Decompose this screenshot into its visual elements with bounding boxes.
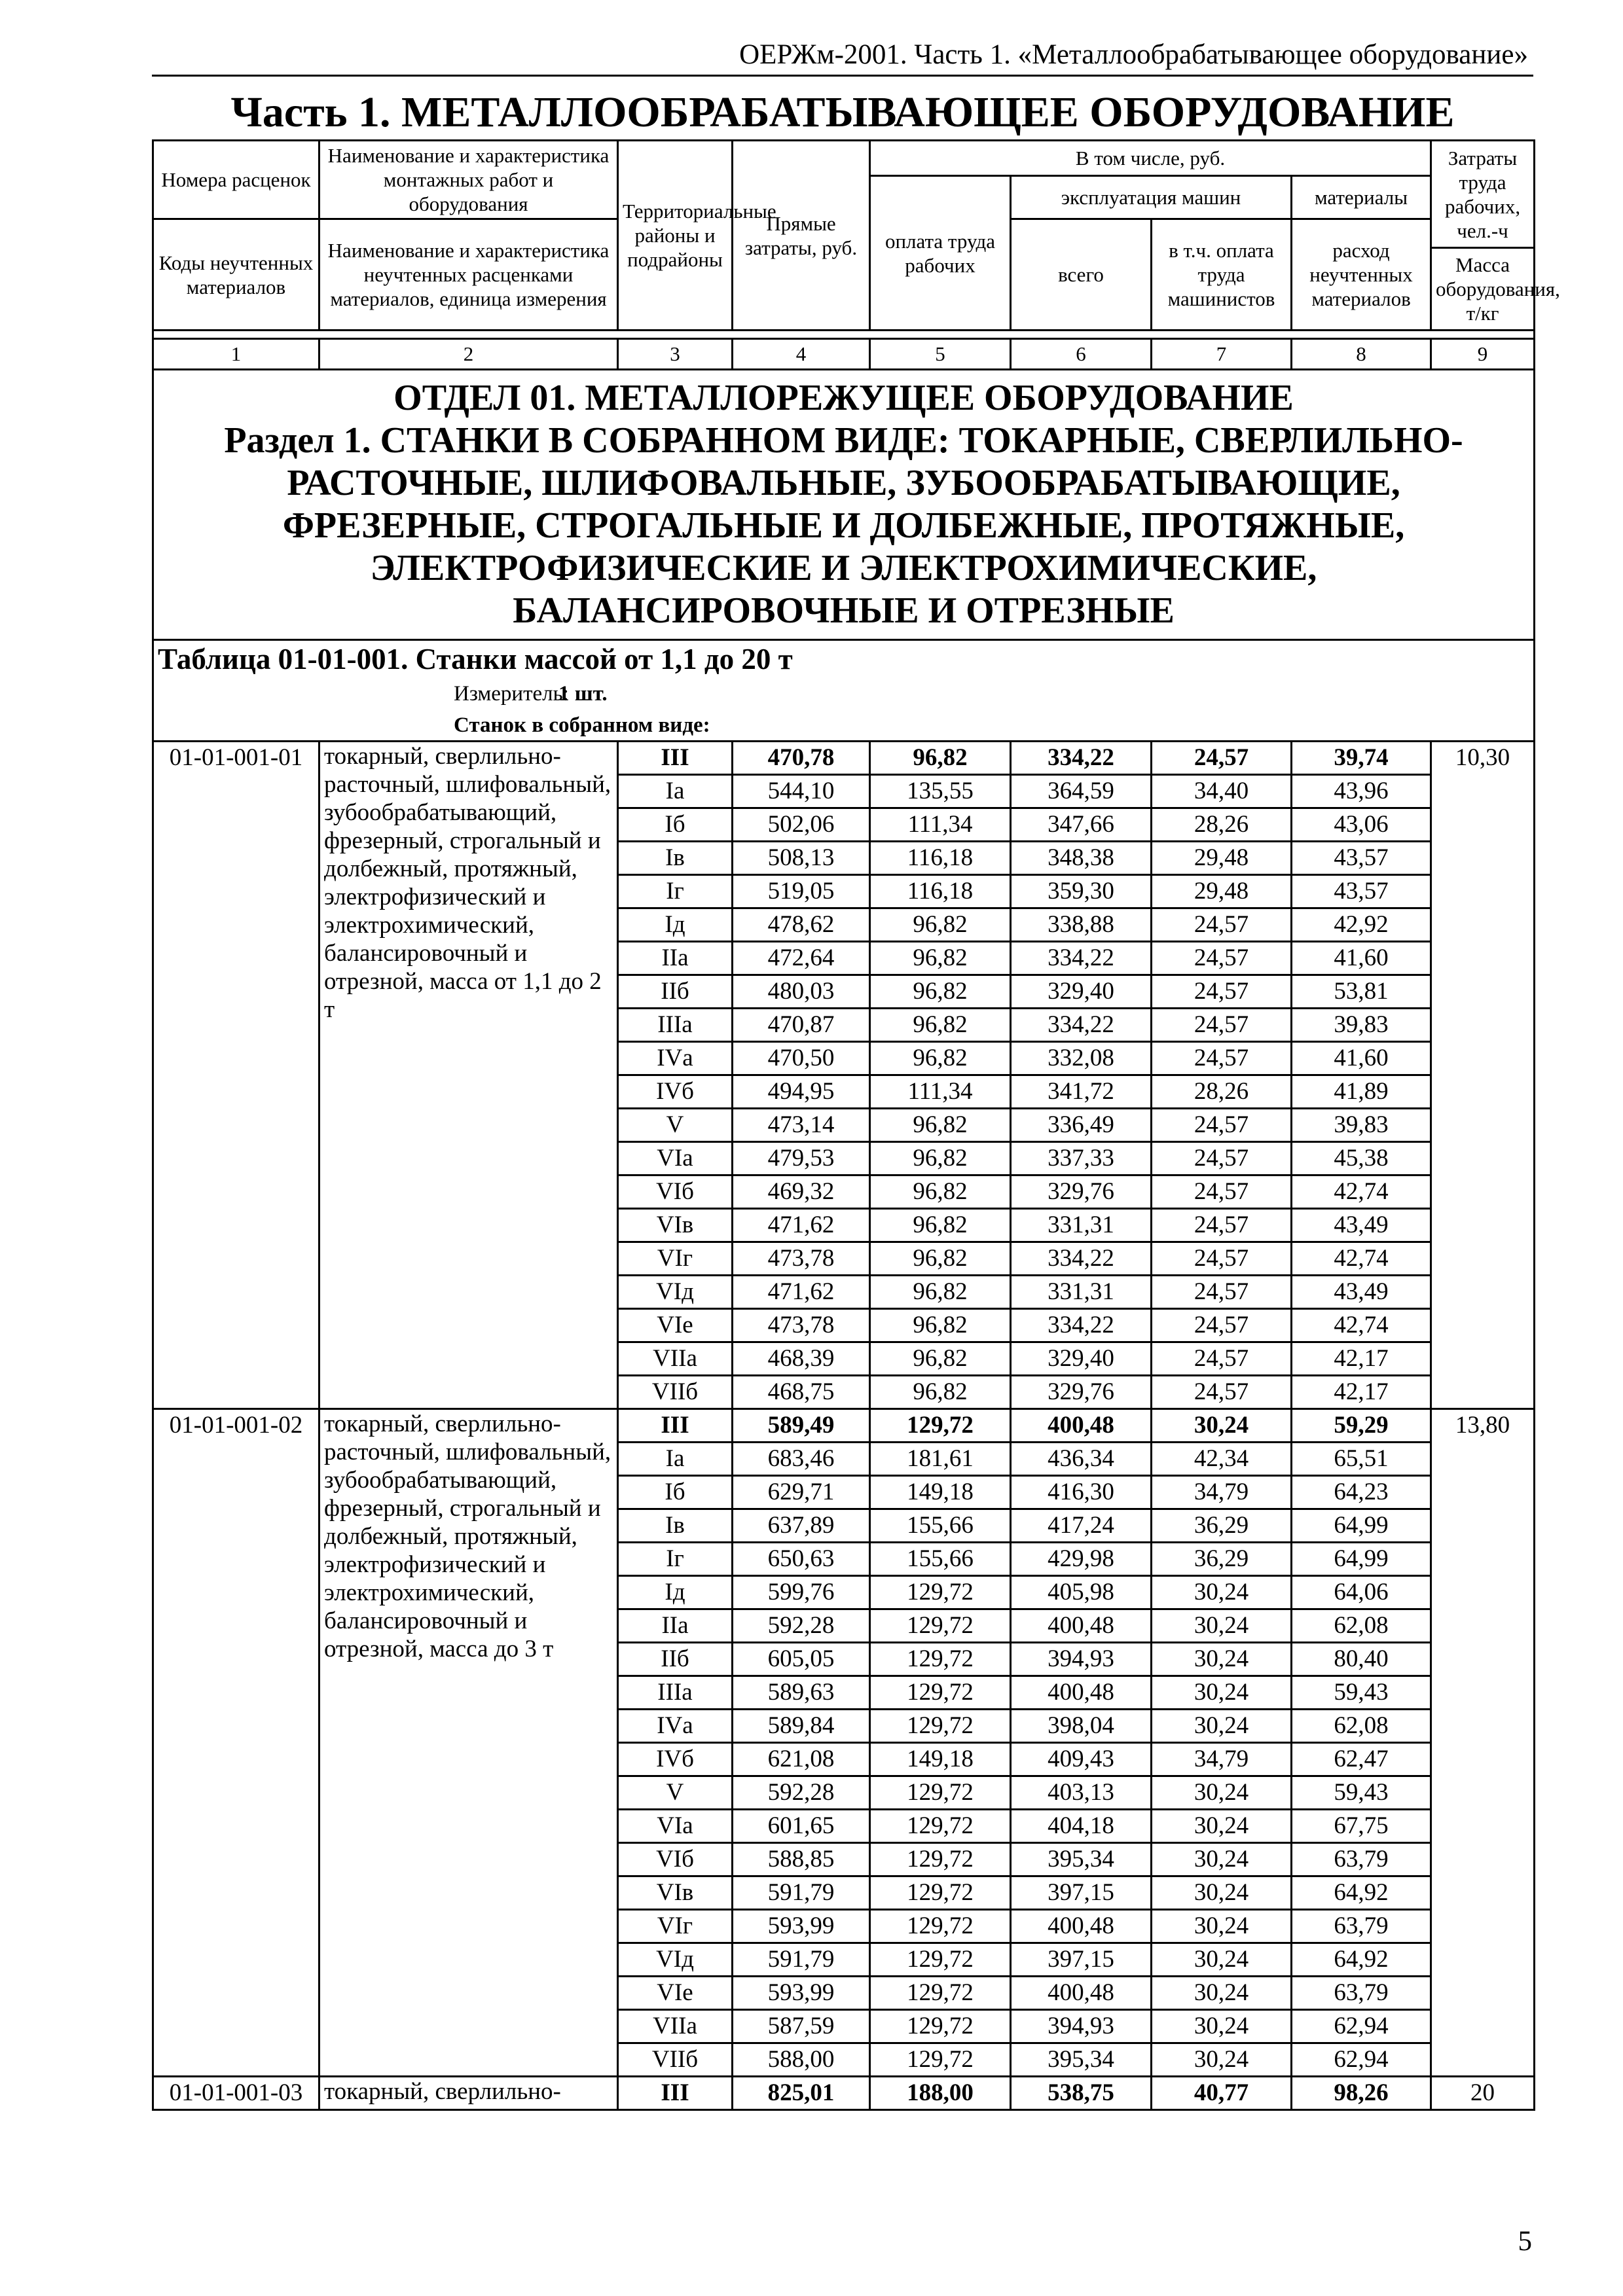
- hdr-v-tom-chisle: В том числе, руб.: [870, 141, 1431, 176]
- hdr-vtch: в т.ч. оплата труда машинистов: [1152, 219, 1292, 331]
- direct-cost-cell: 601,65: [733, 1810, 870, 1843]
- rate-description: токарный, сверлильно-расточный, шлифовальный, зубообрабатывающий, фрезерный, строгальный и долбежный, протяжный, электрофизический и электрохимический, балансировочный и отрезной, масса до 3 т: [319, 1409, 618, 2077]
- machinist-pay-cell: 24,57: [1152, 1309, 1292, 1342]
- labor-pay-cell: 129,72: [870, 1943, 1011, 1977]
- territory-cell: IIIа: [618, 1009, 733, 1042]
- rate-description: токарный, сверлильно-расточный, шлифовальный, зубообрабатывающий, фрезерный, строгальный и долбежный, протяжный, электрофизический и электрохимический, балансировочный и отрезной, масса от 1,1 до 2 т: [319, 742, 618, 1409]
- machine-total-cell: 404,18: [1011, 1810, 1152, 1843]
- territory-cell: III: [618, 2077, 733, 2110]
- labor-pay-cell: 129,72: [870, 1843, 1011, 1876]
- razdel-title: Раздел 1. СТАНКИ В СОБРАННОМ ВИДЕ: ТОКАРНЫЕ, СВЕРЛИЛЬНО-РАСТОЧНЫЕ, ШЛИФОВАЛЬНЫЕ, ЗУБООБРАБАТЫВАЮЩИЕ, ФРЕЗЕРНЫЕ, СТРОГАЛЬНЫЕ И ДОЛБЕЖНЫЕ, ПРОТЯЖНЫЕ, ЭЛЕКТРОФИЗИЧЕСКИЕ И ЭЛЕКТРОХИМИЧЕСКИЕ, БАЛАНСИРОВОЧНЫЕ И ОТРЕЗНЫЕ: [224, 420, 1463, 631]
- machine-total-cell: 348,38: [1011, 842, 1152, 875]
- section-heading: [153, 370, 1535, 640]
- territory-cell: VIе: [618, 1977, 733, 2010]
- territory-cell: IIа: [618, 1609, 733, 1643]
- machinist-pay-cell: 24,57: [1152, 908, 1292, 942]
- hdr-naim-bottom: Наименование и характеристика неучтенных расценками материалов, единица измерения: [319, 219, 618, 331]
- direct-cost-cell: 683,46: [733, 1443, 870, 1476]
- labor-pay-cell: 129,72: [870, 1710, 1011, 1743]
- materials-cell: 42,74: [1292, 1242, 1431, 1276]
- territory-cell: VIг: [618, 1910, 733, 1943]
- labor-pay-cell: 129,72: [870, 1409, 1011, 1443]
- territory-cell: Iг: [618, 875, 733, 908]
- machine-total-cell: 337,33: [1011, 1142, 1152, 1175]
- machine-total-cell: 400,48: [1011, 1609, 1152, 1643]
- territory-cell: IIб: [618, 975, 733, 1009]
- labor-pay-cell: 96,82: [870, 1109, 1011, 1142]
- territory-cell: VIв: [618, 1876, 733, 1910]
- territory-cell: Iб: [618, 808, 733, 842]
- machinist-pay-cell: 28,26: [1152, 808, 1292, 842]
- hdr-materialy: материалы: [1292, 176, 1431, 219]
- machine-total-cell: 334,22: [1011, 1309, 1152, 1342]
- col-number: 3: [618, 339, 733, 370]
- machine-total-cell: 436,34: [1011, 1443, 1152, 1476]
- direct-cost-cell: 473,78: [733, 1242, 870, 1276]
- hdr-nomera: Номера расценок: [153, 141, 319, 219]
- hdr-territ: Территориальные районы и подрайоны: [618, 141, 733, 331]
- territory-cell: III: [618, 1409, 733, 1443]
- labor-pay-cell: 96,82: [870, 742, 1011, 775]
- machine-total-cell: 395,34: [1011, 2043, 1152, 2077]
- rate-description: токарный, сверлильно-: [319, 2077, 618, 2110]
- table-row: [153, 742, 1535, 775]
- col-number: 7: [1152, 339, 1292, 370]
- machinist-pay-cell: 24,57: [1152, 1142, 1292, 1175]
- machine-total-cell: 334,22: [1011, 942, 1152, 975]
- hdr-pryamye: Прямые затраты, руб.: [733, 141, 870, 331]
- machine-total-cell: 417,24: [1011, 1509, 1152, 1543]
- machine-total-cell: 538,75: [1011, 2077, 1152, 2110]
- col-number: 2: [319, 339, 618, 370]
- izmeritel-row: [153, 677, 1535, 710]
- materials-cell: 59,43: [1292, 1776, 1431, 1810]
- machine-total-cell: 394,93: [1011, 2010, 1152, 2043]
- materials-cell: 62,08: [1292, 1609, 1431, 1643]
- territory-cell: Iд: [618, 1576, 733, 1609]
- direct-cost-cell: 589,49: [733, 1409, 870, 1443]
- materials-cell: 59,43: [1292, 1676, 1431, 1710]
- territory-cell: Iг: [618, 1543, 733, 1576]
- machine-total-cell: 334,22: [1011, 1009, 1152, 1042]
- territory-cell: Iв: [618, 842, 733, 875]
- territory-cell: VIг: [618, 1242, 733, 1276]
- labor-pay-cell: 96,82: [870, 942, 1011, 975]
- territory-cell: Iв: [618, 1509, 733, 1543]
- col-number: 9: [1431, 339, 1535, 370]
- direct-cost-cell: 508,13: [733, 842, 870, 875]
- machinist-pay-cell: 36,29: [1152, 1543, 1292, 1576]
- territory-cell: Iа: [618, 775, 733, 808]
- direct-cost-cell: 621,08: [733, 1743, 870, 1776]
- materials-cell: 43,57: [1292, 842, 1431, 875]
- territory-cell: VIIа: [618, 2010, 733, 2043]
- machine-total-cell: 364,59: [1011, 775, 1152, 808]
- machinist-pay-cell: 24,57: [1152, 1175, 1292, 1209]
- stanok-row: [153, 710, 1535, 742]
- materials-cell: 45,38: [1292, 1142, 1431, 1175]
- labor-pay-cell: 129,72: [870, 1643, 1011, 1676]
- labor-hours-cell: 10,30: [1431, 742, 1535, 1409]
- labor-pay-cell: 155,66: [870, 1509, 1011, 1543]
- machinist-pay-cell: 34,79: [1152, 1743, 1292, 1776]
- direct-cost-cell: 588,85: [733, 1843, 870, 1876]
- header-gap: [153, 331, 1535, 339]
- territory-cell: VIа: [618, 1142, 733, 1175]
- machinist-pay-cell: 24,57: [1152, 942, 1292, 975]
- materials-cell: 43,57: [1292, 875, 1431, 908]
- direct-cost-cell: 468,75: [733, 1376, 870, 1409]
- direct-cost-cell: 480,03: [733, 975, 870, 1009]
- materials-cell: 39,74: [1292, 742, 1431, 775]
- direct-cost-cell: 637,89: [733, 1509, 870, 1543]
- page-number: 5: [1518, 2226, 1532, 2257]
- hdr-rashod: расход неучтенных материалов: [1292, 219, 1431, 331]
- territory-cell: V: [618, 1109, 733, 1142]
- materials-cell: 80,40: [1292, 1643, 1431, 1676]
- otdel-title: ОТДЕЛ 01. МЕТАЛЛОРЕЖУЩЕЕ ОБОРУДОВАНИЕ: [393, 378, 1294, 418]
- machinist-pay-cell: 24,57: [1152, 742, 1292, 775]
- labor-pay-cell: 129,72: [870, 2010, 1011, 2043]
- machinist-pay-cell: 24,57: [1152, 1276, 1292, 1309]
- machine-total-cell: 329,40: [1011, 975, 1152, 1009]
- machinist-pay-cell: 30,24: [1152, 1643, 1292, 1676]
- machinist-pay-cell: 24,57: [1152, 1109, 1292, 1142]
- labor-pay-cell: 96,82: [870, 1342, 1011, 1376]
- labor-pay-cell: 149,18: [870, 1476, 1011, 1509]
- materials-cell: 64,99: [1292, 1543, 1431, 1576]
- direct-cost-cell: 587,59: [733, 2010, 870, 2043]
- machine-total-cell: 397,15: [1011, 1943, 1152, 1977]
- labor-hours-cell: 13,80: [1431, 1409, 1535, 2077]
- machine-total-cell: 334,22: [1011, 742, 1152, 775]
- territory-cell: VIв: [618, 1209, 733, 1242]
- hdr-zatraty: Затраты труда рабочих, чел.-ч: [1431, 141, 1535, 248]
- hdr-kody: Коды неучтенных материалов: [153, 219, 319, 331]
- machine-total-cell: 400,48: [1011, 1910, 1152, 1943]
- direct-cost-cell: 591,79: [733, 1876, 870, 1910]
- izmeritel-label: Измеритель:: [454, 681, 569, 706]
- machinist-pay-cell: 29,48: [1152, 875, 1292, 908]
- machine-total-cell: 338,88: [1011, 908, 1152, 942]
- direct-cost-cell: 468,39: [733, 1342, 870, 1376]
- machinist-pay-cell: 28,26: [1152, 1075, 1292, 1109]
- materials-cell: 39,83: [1292, 1109, 1431, 1142]
- materials-cell: 41,60: [1292, 942, 1431, 975]
- direct-cost-cell: 502,06: [733, 808, 870, 842]
- machine-total-cell: 400,48: [1011, 1676, 1152, 1710]
- direct-cost-cell: 470,78: [733, 742, 870, 775]
- machinist-pay-cell: 24,57: [1152, 1242, 1292, 1276]
- running-header: ОЕРЖм-2001. Часть 1. «Металлообрабатывающее оборудование»: [739, 39, 1528, 70]
- direct-cost-cell: 470,50: [733, 1042, 870, 1075]
- machinist-pay-cell: 34,79: [1152, 1476, 1292, 1509]
- materials-cell: 41,89: [1292, 1075, 1431, 1109]
- materials-cell: 64,92: [1292, 1943, 1431, 1977]
- machinist-pay-cell: 30,24: [1152, 1876, 1292, 1910]
- labor-pay-cell: 135,55: [870, 775, 1011, 808]
- machinist-pay-cell: 30,24: [1152, 1843, 1292, 1876]
- labor-pay-cell: 96,82: [870, 1242, 1011, 1276]
- machine-total-cell: 359,30: [1011, 875, 1152, 908]
- machine-total-cell: 400,48: [1011, 1977, 1152, 2010]
- materials-cell: 63,79: [1292, 1910, 1431, 1943]
- materials-cell: 42,74: [1292, 1175, 1431, 1209]
- hdr-vsego: всего: [1011, 219, 1152, 331]
- machine-total-cell: 332,08: [1011, 1042, 1152, 1075]
- machinist-pay-cell: 24,57: [1152, 1042, 1292, 1075]
- machine-total-cell: 331,31: [1011, 1276, 1152, 1309]
- materials-cell: 64,06: [1292, 1576, 1431, 1609]
- machinist-pay-cell: 42,34: [1152, 1443, 1292, 1476]
- labor-pay-cell: 129,72: [870, 1609, 1011, 1643]
- machinist-pay-cell: 24,57: [1152, 1376, 1292, 1409]
- materials-cell: 64,92: [1292, 1876, 1431, 1910]
- machinist-pay-cell: 30,24: [1152, 1676, 1292, 1710]
- direct-cost-cell: 471,62: [733, 1209, 870, 1242]
- part-title: Часть 1. МЕТАЛЛООБРАБАТЫВАЮЩЕЕ ОБОРУДОВАНИЕ: [230, 88, 1455, 136]
- materials-cell: 62,94: [1292, 2010, 1431, 2043]
- direct-cost-cell: 469,32: [733, 1175, 870, 1209]
- labor-pay-cell: 116,18: [870, 842, 1011, 875]
- rate-code: 01-01-001-03: [153, 2077, 319, 2110]
- labor-pay-cell: 96,82: [870, 1376, 1011, 1409]
- izmeritel-value: 1 шт.: [558, 681, 608, 706]
- labor-pay-cell: 188,00: [870, 2077, 1011, 2110]
- machinist-pay-cell: 30,24: [1152, 1977, 1292, 2010]
- territory-cell: VIб: [618, 1843, 733, 1876]
- territory-cell: Iд: [618, 908, 733, 942]
- header-rule: [152, 75, 1533, 77]
- direct-cost-cell: 544,10: [733, 775, 870, 808]
- rate-code: 01-01-001-01: [153, 742, 319, 1409]
- territory-cell: VIIа: [618, 1342, 733, 1376]
- materials-cell: 64,23: [1292, 1476, 1431, 1509]
- territory-cell: IVа: [618, 1710, 733, 1743]
- territory-cell: V: [618, 1776, 733, 1810]
- machine-total-cell: 416,30: [1011, 1476, 1152, 1509]
- territory-cell: IIб: [618, 1643, 733, 1676]
- direct-cost-cell: 588,00: [733, 2043, 870, 2077]
- labor-pay-cell: 129,72: [870, 1676, 1011, 1710]
- materials-cell: 53,81: [1292, 975, 1431, 1009]
- labor-hours-cell: 20: [1431, 2077, 1535, 2110]
- machine-total-cell: 334,22: [1011, 1242, 1152, 1276]
- machine-total-cell: 329,40: [1011, 1342, 1152, 1376]
- labor-pay-cell: 129,72: [870, 2043, 1011, 2077]
- hdr-massa: Масса оборудования, т/кг: [1431, 248, 1535, 331]
- direct-cost-cell: 629,71: [733, 1476, 870, 1509]
- labor-pay-cell: 129,72: [870, 1576, 1011, 1609]
- materials-cell: 59,29: [1292, 1409, 1431, 1443]
- machinist-pay-cell: 24,57: [1152, 975, 1292, 1009]
- col-number: 1: [153, 339, 319, 370]
- labor-pay-cell: 129,72: [870, 1776, 1011, 1810]
- col-number: 5: [870, 339, 1011, 370]
- direct-cost-cell: 599,76: [733, 1576, 870, 1609]
- machine-total-cell: 329,76: [1011, 1376, 1152, 1409]
- labor-pay-cell: 111,34: [870, 808, 1011, 842]
- machinist-pay-cell: 30,24: [1152, 1943, 1292, 1977]
- machine-total-cell: 347,66: [1011, 808, 1152, 842]
- territory-cell: VIд: [618, 1276, 733, 1309]
- machinist-pay-cell: 30,24: [1152, 1609, 1292, 1643]
- direct-cost-cell: 473,14: [733, 1109, 870, 1142]
- labor-pay-cell: 96,82: [870, 1209, 1011, 1242]
- machinist-pay-cell: 40,77: [1152, 2077, 1292, 2110]
- machine-total-cell: 405,98: [1011, 1576, 1152, 1609]
- labor-pay-cell: 96,82: [870, 908, 1011, 942]
- materials-cell: 63,79: [1292, 1843, 1431, 1876]
- labor-pay-cell: 129,72: [870, 1810, 1011, 1843]
- machine-total-cell: 336,49: [1011, 1109, 1152, 1142]
- machinist-pay-cell: 30,24: [1152, 1776, 1292, 1810]
- materials-cell: 43,49: [1292, 1276, 1431, 1309]
- machine-total-cell: 398,04: [1011, 1710, 1152, 1743]
- stanok-label: Станок в собранном виде:: [454, 713, 710, 737]
- direct-cost-cell: 472,64: [733, 942, 870, 975]
- direct-cost-cell: 605,05: [733, 1643, 870, 1676]
- labor-pay-cell: 155,66: [870, 1543, 1011, 1576]
- hdr-ekspl: эксплуатация машин: [1011, 176, 1292, 219]
- labor-pay-cell: 96,82: [870, 1276, 1011, 1309]
- machine-total-cell: 409,43: [1011, 1743, 1152, 1776]
- machinist-pay-cell: 24,57: [1152, 1009, 1292, 1042]
- col-number: 8: [1292, 339, 1431, 370]
- territory-cell: VIIб: [618, 2043, 733, 2077]
- territory-cell: Iа: [618, 1443, 733, 1476]
- table-row: [153, 1409, 1535, 1443]
- labor-pay-cell: 96,82: [870, 1175, 1011, 1209]
- territory-cell: IVб: [618, 1743, 733, 1776]
- direct-cost-cell: 825,01: [733, 2077, 870, 2110]
- direct-cost-cell: 589,84: [733, 1710, 870, 1743]
- direct-cost-cell: 494,95: [733, 1075, 870, 1109]
- col-number: 6: [1011, 339, 1152, 370]
- materials-cell: 42,74: [1292, 1309, 1431, 1342]
- direct-cost-cell: 478,62: [733, 908, 870, 942]
- machinist-pay-cell: 29,48: [1152, 842, 1292, 875]
- labor-pay-cell: 129,72: [870, 1977, 1011, 2010]
- territory-cell: VIа: [618, 1810, 733, 1843]
- hdr-naim-top: Наименование и характеристика монтажных работ и оборудования: [319, 141, 618, 219]
- machinist-pay-cell: 30,24: [1152, 2010, 1292, 2043]
- direct-cost-cell: 470,87: [733, 1009, 870, 1042]
- materials-cell: 62,08: [1292, 1710, 1431, 1743]
- labor-pay-cell: 111,34: [870, 1075, 1011, 1109]
- materials-cell: 63,79: [1292, 1977, 1431, 2010]
- territory-cell: III: [618, 742, 733, 775]
- direct-cost-cell: 593,99: [733, 1977, 870, 2010]
- machine-total-cell: 429,98: [1011, 1543, 1152, 1576]
- materials-cell: 43,06: [1292, 808, 1431, 842]
- territory-cell: VIе: [618, 1309, 733, 1342]
- materials-cell: 64,99: [1292, 1509, 1431, 1543]
- materials-cell: 42,17: [1292, 1342, 1431, 1376]
- rates-table: [152, 139, 1560, 2111]
- direct-cost-cell: 473,78: [733, 1309, 870, 1342]
- machine-total-cell: 331,31: [1011, 1209, 1152, 1242]
- machinist-pay-cell: 30,24: [1152, 1409, 1292, 1443]
- territory-cell: VIд: [618, 1943, 733, 1977]
- materials-cell: 62,94: [1292, 2043, 1431, 2077]
- machine-total-cell: 400,48: [1011, 1409, 1152, 1443]
- materials-cell: 41,60: [1292, 1042, 1431, 1075]
- labor-pay-cell: 129,72: [870, 1876, 1011, 1910]
- labor-pay-cell: 96,82: [870, 1309, 1011, 1342]
- materials-cell: 39,83: [1292, 1009, 1431, 1042]
- direct-cost-cell: 592,28: [733, 1609, 870, 1643]
- table-title: Таблица 01-01-001. Станки массой от 1,1 до 20 т: [153, 640, 1535, 678]
- materials-cell: 42,17: [1292, 1376, 1431, 1409]
- labor-pay-cell: 96,82: [870, 975, 1011, 1009]
- direct-cost-cell: 519,05: [733, 875, 870, 908]
- direct-cost-cell: 479,53: [733, 1142, 870, 1175]
- direct-cost-cell: 593,99: [733, 1910, 870, 1943]
- labor-pay-cell: 96,82: [870, 1042, 1011, 1075]
- labor-pay-cell: 129,72: [870, 1910, 1011, 1943]
- direct-cost-cell: 471,62: [733, 1276, 870, 1309]
- rate-code: 01-01-001-02: [153, 1409, 319, 2077]
- direct-cost-cell: 591,79: [733, 1943, 870, 1977]
- materials-cell: 98,26: [1292, 2077, 1431, 2110]
- col-number: 4: [733, 339, 870, 370]
- machinist-pay-cell: 24,57: [1152, 1209, 1292, 1242]
- machinist-pay-cell: 30,24: [1152, 2043, 1292, 2077]
- direct-cost-cell: 650,63: [733, 1543, 870, 1576]
- materials-cell: 42,92: [1292, 908, 1431, 942]
- machinist-pay-cell: 30,24: [1152, 1710, 1292, 1743]
- machine-total-cell: 394,93: [1011, 1643, 1152, 1676]
- materials-cell: 43,49: [1292, 1209, 1431, 1242]
- materials-cell: 43,96: [1292, 775, 1431, 808]
- materials-cell: 62,47: [1292, 1743, 1431, 1776]
- labor-pay-cell: 149,18: [870, 1743, 1011, 1776]
- machine-total-cell: 403,13: [1011, 1776, 1152, 1810]
- machinist-pay-cell: 34,40: [1152, 775, 1292, 808]
- machinist-pay-cell: 30,24: [1152, 1910, 1292, 1943]
- territory-cell: IIа: [618, 942, 733, 975]
- machine-total-cell: 397,15: [1011, 1876, 1152, 1910]
- territory-cell: IVа: [618, 1042, 733, 1075]
- hdr-oplata: оплата труда рабочих: [870, 176, 1011, 331]
- labor-pay-cell: 181,61: [870, 1443, 1011, 1476]
- labor-pay-cell: 116,18: [870, 875, 1011, 908]
- machinist-pay-cell: 24,57: [1152, 1342, 1292, 1376]
- machinist-pay-cell: 36,29: [1152, 1509, 1292, 1543]
- labor-pay-cell: 96,82: [870, 1009, 1011, 1042]
- labor-pay-cell: 96,82: [870, 1142, 1011, 1175]
- machine-total-cell: 395,34: [1011, 1843, 1152, 1876]
- machinist-pay-cell: 30,24: [1152, 1810, 1292, 1843]
- territory-cell: VIIб: [618, 1376, 733, 1409]
- direct-cost-cell: 592,28: [733, 1776, 870, 1810]
- direct-cost-cell: 589,63: [733, 1676, 870, 1710]
- machinist-pay-cell: 30,24: [1152, 1576, 1292, 1609]
- materials-cell: 65,51: [1292, 1443, 1431, 1476]
- territory-cell: Iб: [618, 1476, 733, 1509]
- machine-total-cell: 329,76: [1011, 1175, 1152, 1209]
- territory-cell: IIIа: [618, 1676, 733, 1710]
- materials-cell: 67,75: [1292, 1810, 1431, 1843]
- machine-total-cell: 341,72: [1011, 1075, 1152, 1109]
- territory-cell: VIб: [618, 1175, 733, 1209]
- table-row: [153, 2077, 1535, 2110]
- territory-cell: IVб: [618, 1075, 733, 1109]
